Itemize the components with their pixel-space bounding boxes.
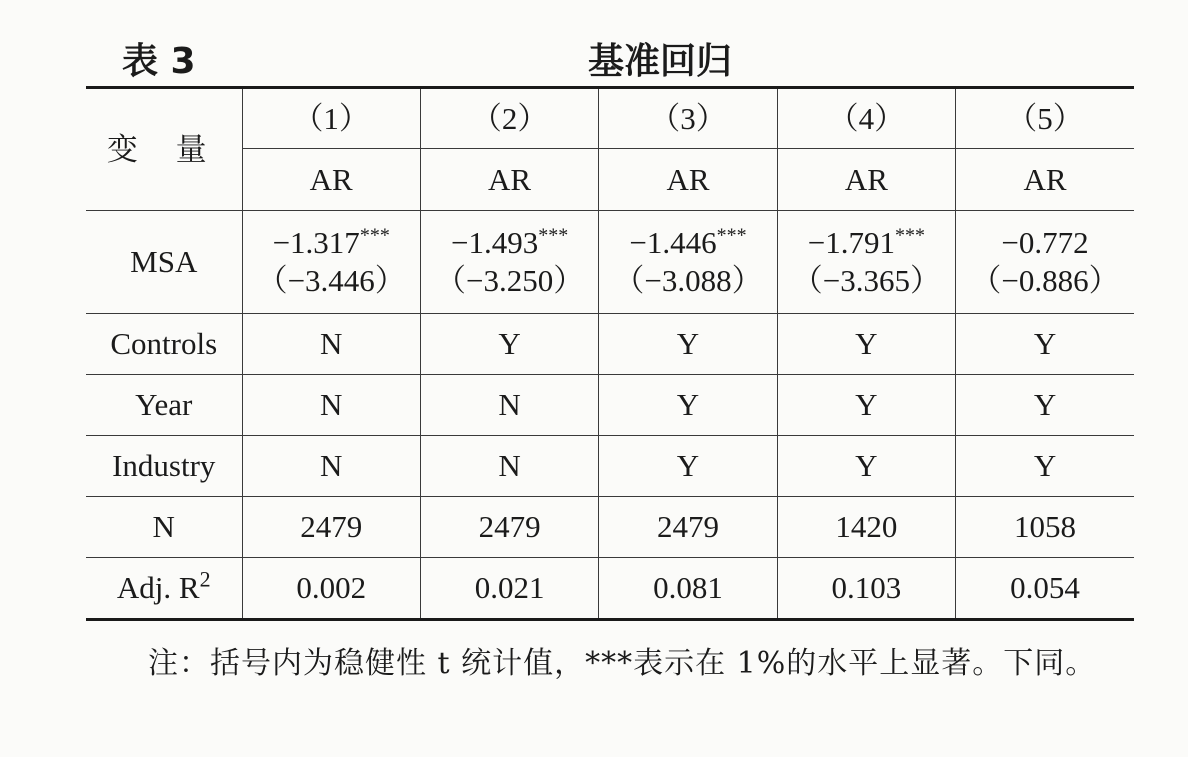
t-statistic: （−3.088） <box>613 263 763 298</box>
column-number: （1） <box>242 88 420 149</box>
header-row-numbers <box>86 88 1134 149</box>
table-cell: 2479 <box>242 497 420 558</box>
table-row <box>86 436 1134 497</box>
dependent-variable: AR <box>420 149 598 211</box>
table-cell: N <box>242 314 420 375</box>
table-row <box>86 314 1134 375</box>
table-cell: 1420 <box>777 497 955 558</box>
table-cell: Y <box>777 436 955 497</box>
table-caption <box>0 38 1188 86</box>
column-number: （4） <box>777 88 955 149</box>
dependent-variable: AR <box>777 149 955 211</box>
dependent-variable: AR <box>599 149 777 211</box>
table-cell: 0.081 <box>599 558 777 620</box>
table-row <box>86 375 1134 436</box>
dependent-variable: AR <box>956 149 1134 211</box>
table-cell: 2479 <box>599 497 777 558</box>
row-label: Industry <box>86 436 242 497</box>
table-cell: Y <box>420 314 598 375</box>
table-cell: Y <box>777 314 955 375</box>
dependent-variable: AR <box>242 149 420 211</box>
significance-stars: *** <box>538 224 569 247</box>
coefficient: −1.791*** <box>807 224 925 260</box>
table-cell: N <box>420 436 598 497</box>
table-title: 基准回归 <box>587 41 732 82</box>
variable-header: 变 量 <box>86 88 242 211</box>
regression-table <box>86 86 1134 621</box>
msa-cell <box>242 211 420 314</box>
table-cell: Y <box>956 314 1134 375</box>
coefficient: −1.317*** <box>272 224 390 260</box>
table-note: 注：括号内为稳健性 t 统计值，***表示在 1%的水平上显著。下同。 <box>148 646 1097 681</box>
row-label: N <box>86 497 242 558</box>
msa-cell <box>956 211 1134 314</box>
t-statistic: （−3.446） <box>256 263 406 298</box>
column-number: （2） <box>420 88 598 149</box>
coefficient: −1.446*** <box>629 224 747 260</box>
header-row-dependent <box>86 149 1134 211</box>
coefficient: −0.772 <box>1001 225 1089 260</box>
significance-stars: *** <box>894 224 925 247</box>
msa-row <box>86 211 1134 314</box>
table-cell: 0.002 <box>242 558 420 620</box>
column-number: （3） <box>599 88 777 149</box>
table-cell: Y <box>956 436 1134 497</box>
column-number: （5） <box>956 88 1134 149</box>
table-cell: N <box>242 436 420 497</box>
row-label: Controls <box>86 314 242 375</box>
t-statistic: （−3.250） <box>434 263 585 298</box>
coefficient: −1.493*** <box>450 224 569 260</box>
table-cell: Y <box>599 314 777 375</box>
superscript: 2 <box>199 566 211 592</box>
row-label: Year <box>86 375 242 436</box>
table-row <box>86 497 1134 558</box>
table-cell: N <box>242 375 420 436</box>
table-cell: N <box>420 375 598 436</box>
table-cell: 2479 <box>420 497 598 558</box>
msa-cell <box>777 211 955 314</box>
msa-cell <box>599 211 777 314</box>
t-statistic: （−0.886） <box>970 263 1120 298</box>
table-cell: Y <box>777 375 955 436</box>
adj-r2-row <box>86 558 1134 620</box>
table-cell: 0.103 <box>777 558 955 620</box>
row-label: MSA <box>86 211 242 314</box>
row-label: Adj. $R^2$ <box>86 558 242 620</box>
msa-cell <box>420 211 598 314</box>
table-cell: Y <box>599 375 777 436</box>
significance-stars: *** <box>359 224 390 247</box>
significance-stars: *** <box>716 224 747 247</box>
table-cell: 1058 <box>956 497 1134 558</box>
table-cell: 0.021 <box>420 558 598 620</box>
table-cell: 0.054 <box>956 558 1134 620</box>
table-cell: Y <box>956 375 1134 436</box>
table-label: 表 3 <box>122 41 196 82</box>
t-statistic: （−3.365） <box>791 263 941 298</box>
table-cell: Y <box>599 436 777 497</box>
